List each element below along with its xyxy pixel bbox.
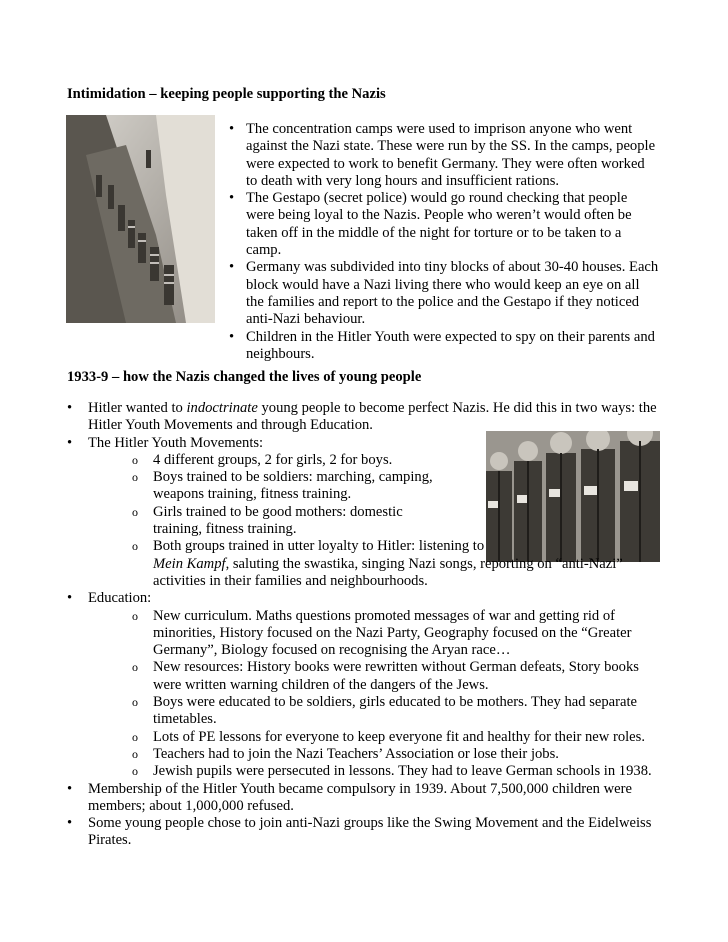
list-item — [229, 121, 659, 190]
bullet-marker: • — [67, 434, 73, 451]
hitler-youth-sublist — [132, 452, 667, 590]
list-item — [67, 400, 667, 435]
list-item — [67, 590, 667, 780]
sub-bullet-marker: o — [132, 608, 138, 623]
camp-photo-image — [66, 115, 215, 323]
sub-bullet-marker: o — [132, 539, 138, 554]
bullet-text: The Hitler Youth Movements: — [88, 434, 264, 451]
bullet-marker: • — [67, 400, 73, 416]
bullet-text: New resources: History books were rewritten without German defeats, Story books were written warning children of the dangers of the Jews. — [153, 659, 639, 693]
bullet-text: Membership of the Hitler Youth became compulsory in 1939. About 7,500,000 children were members; about 1,000,000 refused. — [88, 780, 632, 814]
bullet-text: Children in the Hitler Youth were expected to spy on their parents and neighbours. — [246, 328, 655, 362]
bullet-text: Germany was subdivided into tiny blocks of about 30-40 houses. Each block would have a Nazi living there who would keep an eye on all the families and report to the police and the Gestapo if they noticed anti-Nazi behaviour. — [246, 259, 659, 328]
emphasis-text: indoctrinate — [186, 400, 258, 416]
emphasis-text: Mein Kampf — [153, 555, 226, 572]
bullet-marker: • — [229, 190, 235, 207]
bullet-text: Lots of PE lessons for everyone to keep everyone fit and healthy for their new roles. — [153, 728, 645, 745]
bullet-text: The concentration camps were used to imprison anyone who went against the Nazi state. These were run by the SS. In the camps, people were expected to work to benefit Germany. They were often worked to death with very long hours and insufficient rations. — [246, 121, 656, 189]
list-item — [132, 504, 433, 539]
list-item — [132, 746, 667, 763]
list-item — [229, 259, 659, 328]
list-item — [229, 190, 659, 259]
list-item — [67, 781, 667, 816]
section-heading-young-people: 1933-9 – how the Nazis changed the lives of young people — [67, 369, 422, 385]
bullet-text: Boys were educated to be soldiers, girls educated to be mothers. They had separate timetables. — [153, 694, 638, 728]
bullet-text: Teachers had to join the Nazi Teachers’ Association or lose their jobs. — [153, 745, 559, 762]
list-item — [132, 763, 667, 780]
sub-bullet-marker: o — [132, 695, 138, 710]
bullet-marker: • — [229, 328, 235, 345]
bullet-marker: • — [67, 815, 73, 832]
bullet-marker: • — [229, 121, 235, 137]
sub-bullet-marker: o — [132, 470, 138, 485]
list-item — [132, 608, 667, 660]
bullet-marker: • — [229, 259, 235, 276]
bullet-text: 4 different groups, 2 for girls, 2 for boys. — [153, 451, 393, 468]
bullet-text: , saluting the swastika, singing Nazi songs, reporting on “anti-Nazi” activities in their families and neighbourhoods. — [153, 555, 623, 589]
list-item — [132, 452, 433, 469]
bullet-text: Girls trained to be good mothers: domestic training, fitness training. — [153, 503, 403, 538]
list-item — [132, 729, 667, 746]
young-people-bullet-list — [67, 400, 667, 850]
bullet-marker: • — [67, 780, 73, 797]
sub-bullet-marker: o — [132, 746, 138, 761]
sub-bullet-marker: o — [132, 504, 138, 519]
bullet-text: young people to become perfect Nazis. He did this in two ways: the Hitler Youth Movements and through Education. — [88, 400, 657, 434]
bullet-marker: • — [67, 590, 73, 607]
sub-bullet-marker: o — [132, 729, 138, 744]
intimidation-bullet-list — [229, 121, 659, 363]
list-item — [67, 815, 667, 850]
bullet-text: The Gestapo (secret police) would go round checking that people were being loyal to the Nazis. People who weren’t would often be taken off in the middle of the night for torture or to be taken to a camp. — [246, 190, 632, 259]
section-heading-intimidation: Intimidation – keeping people supporting the Nazis — [67, 86, 386, 102]
list-item — [132, 659, 667, 694]
bullet-text: Education: — [88, 590, 152, 607]
bullet-text: Hitler wanted to — [88, 400, 187, 416]
bullet-text: Jewish pupils were persecuted in lessons. They had to leave German schools in 1938. — [153, 763, 652, 780]
list-item — [67, 435, 667, 591]
list-item — [132, 538, 667, 590]
sub-bullet-marker: o — [132, 452, 138, 467]
list-item — [132, 469, 433, 504]
concentration-camp-photo — [66, 115, 215, 323]
sub-bullet-marker: o — [132, 764, 138, 779]
sub-bullet-marker: o — [132, 660, 138, 675]
bullet-text: Some young people chose to join anti-Nazi groups like the Swing Movement and the Eidelweiss Pirates. — [88, 815, 652, 849]
bullet-text: Both groups trained in utter loyalty to Hitler: listening to — [153, 538, 485, 555]
bullet-text: New curriculum. Maths questions promoted messages of war and getting rid of minorities, History focused on the Nazi Party, Geography focused on the “Greater Germany”, Biology focused on recognising the Aryan race… — [153, 607, 632, 659]
education-sublist — [132, 608, 667, 781]
list-item — [132, 694, 667, 729]
list-item — [229, 329, 659, 364]
bullet-text: Boys trained to be soldiers: marching, camping, weapons training, fitness training. — [153, 469, 433, 503]
